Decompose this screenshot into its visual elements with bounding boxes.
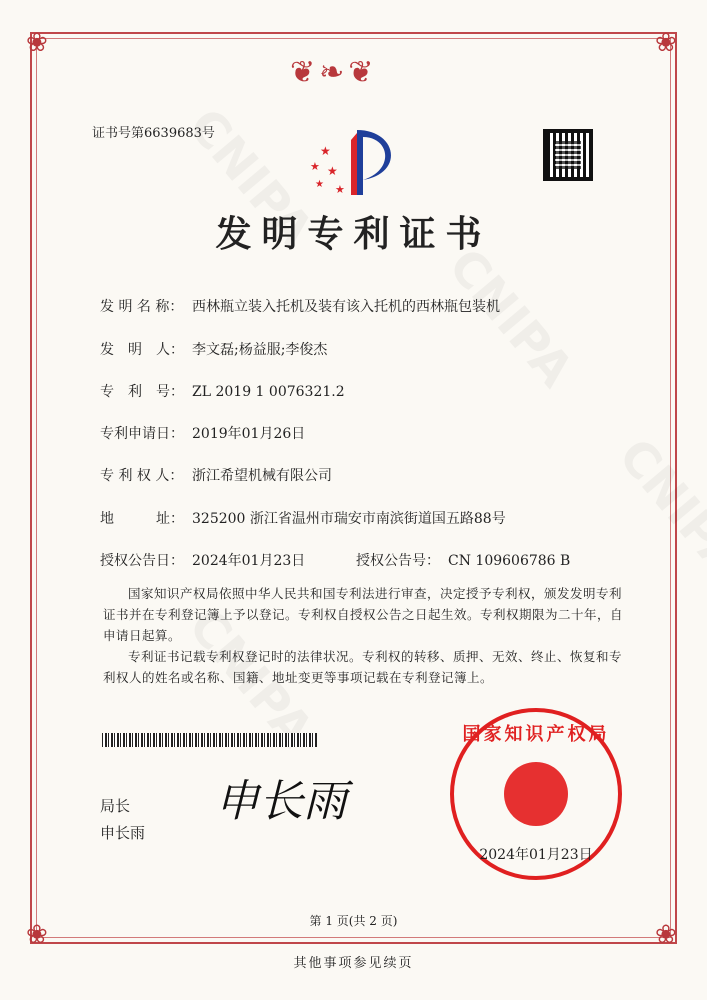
official-seal bbox=[450, 708, 622, 880]
svg-text:★: ★ bbox=[320, 144, 331, 158]
seal-date: 2024年01月23日 bbox=[479, 847, 593, 863]
signature: 申长雨 bbox=[215, 776, 347, 827]
field-patentee: 专 利 权 人： 浙江希望机械有限公司 bbox=[100, 468, 332, 484]
footer-note: 其他事项参见续页 bbox=[293, 956, 414, 971]
svg-text:★: ★ bbox=[310, 160, 320, 173]
corner-ornament: ❀ bbox=[655, 920, 677, 950]
field-application-date: 专利申请日： 2019年01月26日 bbox=[100, 426, 306, 442]
certificate-number: 证书号第6639683号 bbox=[92, 126, 215, 141]
svg-text:★: ★ bbox=[327, 164, 338, 178]
top-ornament: ❦❧❦ bbox=[290, 55, 378, 90]
corner-ornament: ❀ bbox=[26, 28, 48, 58]
field-patent-number: 专 利 号： ZL 2019 1 0076321.2 bbox=[100, 384, 345, 400]
corner-ornament: ❀ bbox=[26, 920, 48, 950]
svg-text:★: ★ bbox=[335, 183, 345, 196]
seal-text: 国家知识产权局 bbox=[462, 724, 610, 745]
page-title: 发明专利证书 bbox=[215, 213, 492, 255]
legal-paragraph: 国家知识产权局依照中华人民共和国专利法进行审查，决定授予专利权，颁发发明专利证书并在专利登记簿上予以登记。专利权自授权公告之日起生效。专利权期限为二十年，自申请日起算。 bbox=[103, 586, 624, 643]
qr-code[interactable] bbox=[543, 129, 593, 181]
field-grant-number: 授权公告号： CN 109606786 B bbox=[356, 553, 571, 569]
field-grant-date: 授权公告日： 2024年01月23日 bbox=[100, 553, 306, 569]
signatory-title: 局长 bbox=[100, 797, 131, 815]
page-number: 第 1 页(共 2 页) bbox=[309, 914, 398, 928]
legal-paragraph: 专利证书记载专利权登记时的法律状况。专利权的转移、质押、无效、终止、恢复和专利权人的姓名或名称、国籍、地址变更等事项记载在专利登记簿上。 bbox=[103, 649, 623, 685]
svg-text:★: ★ bbox=[315, 179, 324, 190]
corner-ornament: ❀ bbox=[655, 28, 677, 58]
signatory-name: 申长雨 bbox=[100, 824, 146, 842]
national-emblem-icon bbox=[504, 762, 568, 826]
cnipa-logo bbox=[305, 125, 405, 200]
field-inventors: 发 明 人： 李文磊;杨益服;李俊杰 bbox=[100, 342, 328, 358]
barcode bbox=[102, 733, 317, 747]
field-address: 地 址： 325200 浙江省温州市瑞安市南滨街道国五路88号 bbox=[100, 511, 506, 527]
field-invention-name: 发 明 名 称： 西林瓶立装入托机及装有该入托机的西林瓶包装机 bbox=[100, 299, 500, 315]
